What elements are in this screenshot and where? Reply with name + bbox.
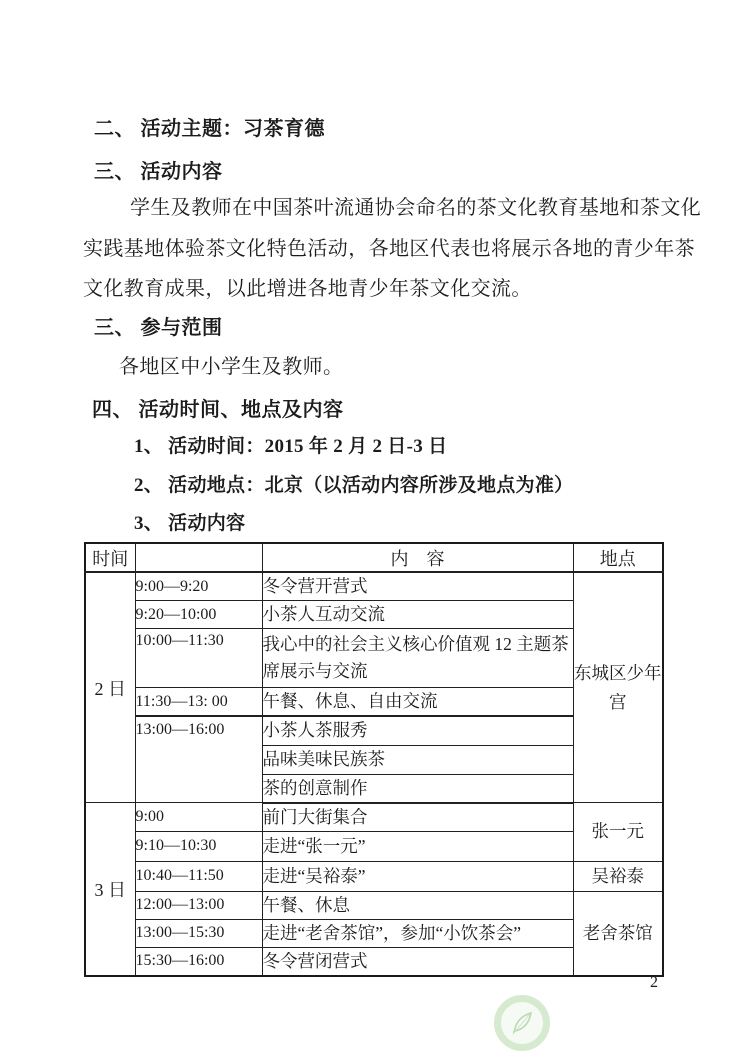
item-activity-place: 2、 活动地点：北京（以活动内容所涉及地点为准） [134,475,574,496]
content-cell: 茶的创意制作 [262,774,573,803]
content-cell: 走进“张一元” [262,831,573,861]
paragraph-participation-scope: 各地区中小学生及教师。 [119,356,344,378]
content-cell: 品味美味民族茶 [262,745,573,774]
place-cell: 老舍茶馆 [573,891,663,976]
table-header-row [85,543,663,572]
page-number: 2 [650,974,658,991]
day-2-cell: 3 日 [85,803,135,976]
content-cell: 冬令营开营式 [262,572,573,601]
time-cell: 9:20—10:00 [135,601,262,629]
content-cell: 我心中的社会主义核心价值观 12 主题茶席展示与交流 [262,629,573,688]
time-cell: 11:30—13: 00 [135,688,262,717]
paragraph-line: 文化教育成果，以此增进各地青少年茶文化交流。 [83,278,532,300]
heading-activity-content: 三、 活动内容 [94,161,223,183]
table-row [85,891,663,919]
content-cell: 走进“老舍茶馆”，参加“小饮茶会” [262,919,573,947]
content-cell: 午餐、休息 [262,891,573,919]
time-cell: 13:00—15:30 [135,919,262,947]
item-activity-content: 3、 活动内容 [134,513,246,534]
time-cell: 9:00 [135,803,262,832]
time-cell: 13:00—16:00 [135,716,262,803]
time-cell: 9:10—10:30 [135,831,262,861]
table-row [85,803,663,832]
time-cell: 10:40—11:50 [135,861,262,891]
content-cell: 冬令营闭营式 [262,947,573,976]
content-cell: 小茶人茶服秀 [262,716,573,745]
paragraph-activity-content [83,188,702,310]
content-cell: 走进“吴裕泰” [262,861,573,891]
content-cell: 午餐、休息、自由交流 [262,688,573,717]
content-cell: 前门大街集合 [262,803,573,832]
paragraph-line: 学生及教师在中国茶叶流通协会命名的茶文化教育基地和茶文化 [130,197,702,219]
time-cell: 10:00—11:30 [135,629,262,688]
table-row [85,861,663,891]
table-row [85,572,663,601]
day-1-cell: 2 日 [85,572,135,803]
content-cell: 小茶人互动交流 [262,601,573,629]
place-cell: 张一元 [573,803,663,862]
time-cell: 15:30—16:00 [135,947,262,976]
header-place: 地点 [573,543,663,572]
time-cell: 12:00—13:00 [135,891,262,919]
leaf-watermark-icon [494,995,550,1051]
heading-schedule: 四、 活动时间、地点及内容 [92,399,344,421]
item-activity-time: 1、 活动时间：2015 年 2 月 2 日-3 日 [134,436,448,457]
paragraph-line: 实践基地体验茶文化特色活动，各地区代表也将展示各地的青少年茶 [83,237,695,260]
place-cell: 东城区少年宫 [573,572,663,803]
heading-activity-theme: 二、 活动主题：习茶育德 [94,118,325,140]
heading-participation-scope: 三、 参与范围 [94,317,223,339]
time-cell: 9:00—9:20 [135,572,262,601]
header-time: 时间 [85,543,135,572]
place-cell: 吴裕泰 [573,861,663,891]
schedule-table [84,542,664,977]
header-time-range-empty [135,543,262,572]
header-content: 内 容 [262,543,573,572]
